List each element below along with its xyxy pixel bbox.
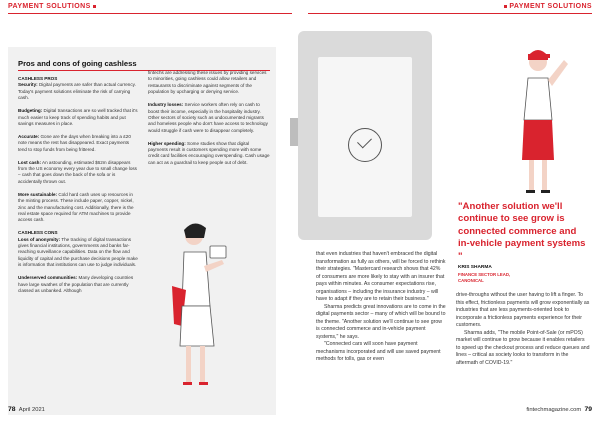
cons-continued: fintechs are addressing these issues by providing services to minorities, going cashless could allow retailers and restaurants to discriminate against segments of the population by upcharging or denying service.	[148, 70, 267, 95]
article-column-right: drive-throughs without the user having to lift a finger. To this effect, frictionless payments will grow exponentially as industries that are less payments-oriented look to incorporate a frictionless payments experience for their customers. Sharma adds, "The mobile Point-of-Sale (or mPOS) market will continue to grow because it enables retailers to speed up the checkout process and reduce queues and lines – critical as society looks to transform in the aftermath of COVID-19."	[456, 292, 590, 366]
pros-accurate: Accurate: Gone are the days when breaking into a £20 note means the rest has disappeared. Exact payments tend to stop funds from being frittered.	[18, 133, 131, 152]
pros-sustainable: More sustainable: Cold hard cash uses up resources in the minting process. These include paper, copper, nickel, zinc and the manufacturing cost. Additionally, there is the real estate space required for ATM machines to provide access cash.	[18, 191, 134, 223]
terminal-slot	[290, 118, 298, 146]
folio-right: fintechmagazine.com 79	[526, 406, 592, 413]
section-label-left: PAYMENT SOLUTIONS	[8, 3, 96, 10]
label-dot-icon	[93, 5, 96, 8]
checkmark-icon	[348, 128, 382, 162]
quote-attribution-name: KRIS SHARMA	[458, 265, 492, 270]
article-column-middle: that even industries that haven't embraced the digital transformation as fully as others, will be forced to rethink their strategies. "Mastercard research shows that 42% of consumers are more likely to stay with an insurer that pays within minutes. As consumer expectations rise, organisations – including the insurance industry – will have to adapt if they are to retain their business." Sharma predicts great innovations are to come in the digital payments sector – many of which will be bound to the theme. "Another solution we'll continue to see grow is connected commerce and in-vehicle payment systems," he says. "Connected cars will soon have payment mechanisms incorporated and will use saved payment methods for tolls, gas or even	[316, 251, 446, 362]
folio-left: 78 April 2021	[8, 406, 45, 413]
quote-attribution-role: FINANCE SECTOR LEAD, CANONICAL	[458, 272, 511, 283]
cons-anonymity: CASHLESS CONS Loss of anonymity: The tracking of digital transactions gives financial institutions, governments and banks far-reaching surveillance capabilities. Data on the flow and liquidity of capital and the purchase decisions people make is information that institutions can use to judge individuals.	[18, 230, 138, 268]
pull-quote: "Another solution we'll continue to see grow is connected commerce and in-vehicle payment systems "	[458, 201, 586, 262]
cons-industry-losses: Industry losses: Service workers often rely on cash to boost their income, especially in the hospitality industry. Other sectors of society such as undocumented migrants and homeless people who don't have access to technology would struggle if cash were to disappear completely.	[148, 102, 268, 133]
woman-waving-illustration	[498, 40, 578, 200]
header-rule-left	[8, 13, 292, 14]
box-title: Pros and cons of going cashless	[18, 59, 137, 68]
pros-budgeting: Budgeting: Digital transactions are so well tracked that it's much easier to keep track of spending habits and put savings measures in place.	[18, 108, 138, 126]
label-dot-icon	[504, 5, 507, 8]
pros-lost-cash: Lost cash: An astounding, estimated $62m disappears from the US economy every year due to small change loss – cash that goes down the back of the sofa or is accidentally thrown out.	[18, 159, 137, 184]
section-label-right: PAYMENT SOLUTIONS	[504, 3, 592, 10]
box-column-1	[18, 76, 138, 301]
woman-shopping-illustration	[164, 216, 244, 396]
header-rule-right	[308, 13, 592, 14]
pros-security: CASHLESS PROS Security: Digital payments are safer than actual currency. Today's payment solutions eliminate the risk of carrying cash.	[18, 76, 136, 101]
cons-underserved: Underserved communities: Many developing countries have large swathes of the population that are currently classed as unbanked. Although	[18, 275, 134, 293]
cons-higher-spending: Higher spending: Some studies show that digital payments result in customers spending more with some credit card facilities encouraging overspending. Cash usage can act as a guardrail to keep people out of debt.	[148, 140, 270, 165]
box-column-2	[148, 70, 270, 173]
